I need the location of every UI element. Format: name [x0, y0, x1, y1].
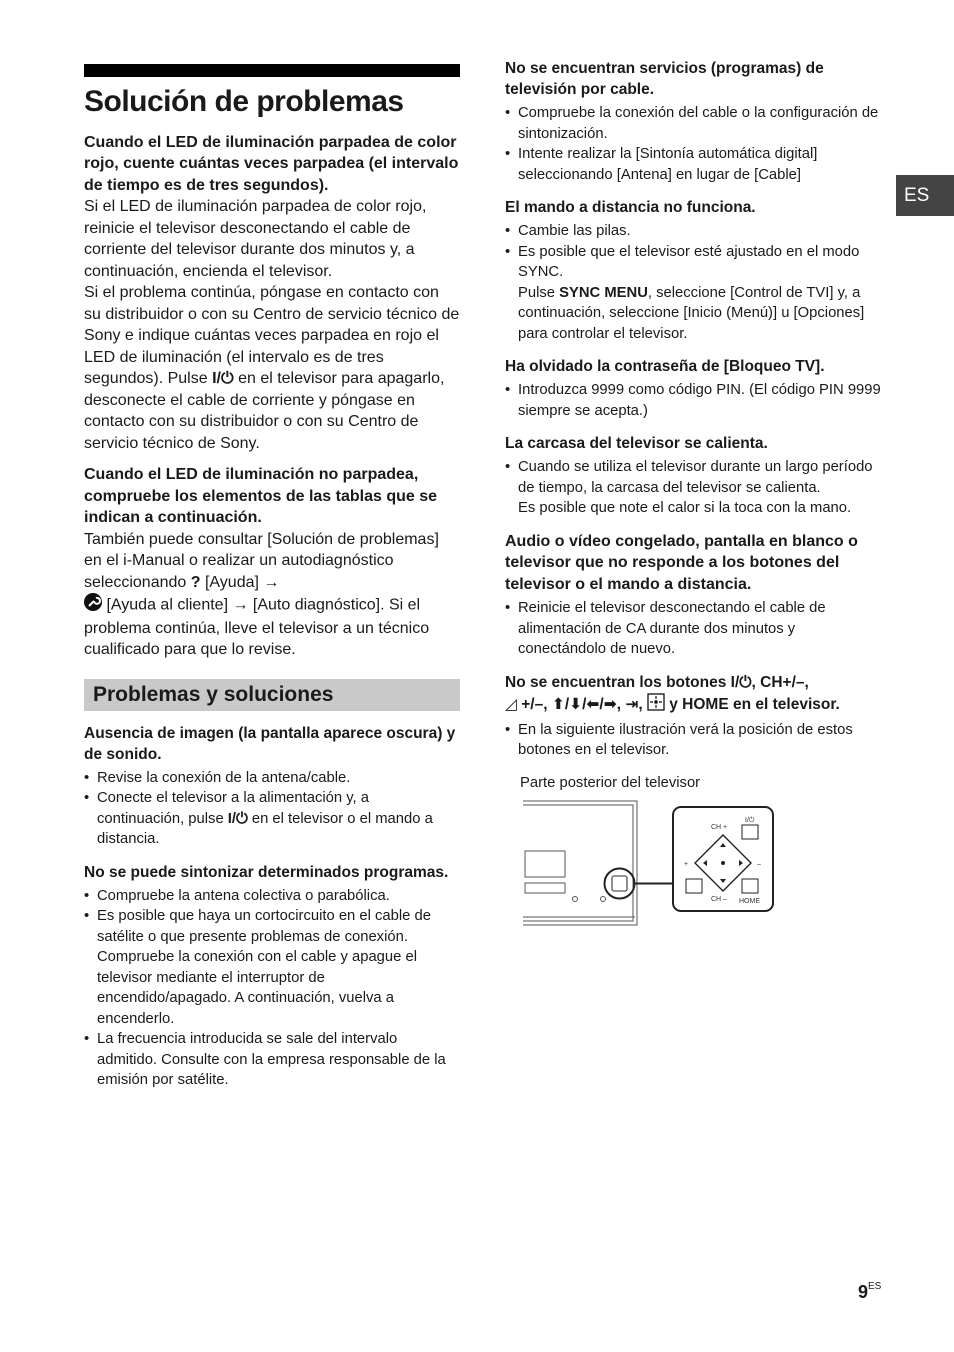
issue-heading: Ausencia de imagen (la pantalla aparece oscura) y de sonido. [84, 724, 456, 763]
issue-list [505, 598, 887, 660]
page-number-value: 9 [858, 1282, 869, 1302]
text: No se encuentran los botones [505, 673, 731, 691]
home-label: HOME [739, 897, 760, 905]
issue-heading: Ha olvidado la contraseña de [Bloqueo TV]. [505, 358, 825, 375]
list-subtext: Es posible que note el calor si la toca con la mano. [518, 500, 852, 516]
input-icon: ⇥ [625, 695, 639, 713]
tv-rear-illustration [505, 799, 775, 929]
text: +/–, [516, 695, 552, 713]
issue-list [84, 768, 460, 850]
list-item: • Revise la conexión de la antena/cable. [84, 768, 460, 789]
issue-frozen [505, 531, 887, 660]
text: Conecte el televisor a la alimentación y, a continuación, pulse [97, 790, 369, 827]
text: Si el problema continúa, póngase en contacto con su distribuidor o con su Centro de servicio técnico de Sony e indique cuántas veces parpadea en rojo el LED de iluminación (el intervalo es de tres segundos). Pulse [84, 284, 460, 387]
list-item: • Compruebe la antena colectiva o parabólica. [84, 886, 460, 907]
list-item: • La frecuencia introducida se sale del intervalo admitido. Consulte con la empresa responsable de la emisión por satélite. [84, 1029, 460, 1091]
ch-plus-label: CH + [711, 823, 728, 831]
issue-heat [505, 433, 887, 519]
power-icon: I/⏻ [212, 370, 234, 387]
list-item: • Compruebe la conexión del cable o la configuración de sintonización. [505, 103, 887, 144]
led-noblink-heading: Cuando el LED de iluminación no parpadea, compruebe los elementos de las tablas que se indican a continuación. [84, 466, 438, 526]
issue-cable-services [505, 58, 887, 185]
sync-menu-label: SYNC MENU [559, 284, 648, 301]
left-column [84, 64, 460, 1103]
list-item: • Introduzca 9999 como código PIN. (El código PIN 9999 siempre se acepta.) [505, 380, 887, 421]
figure-caption: Parte posterior del televisor [520, 774, 701, 791]
power-icon: I/⏻ [730, 673, 752, 691]
issue-list [505, 720, 887, 761]
issue-heading: No se encuentran servicios (programas) de televisión por cable. [505, 60, 824, 98]
list-item: • Intente realizar la [Sintonía automática digital] seleccionando [Antena] en lugar de [Cable] [505, 144, 887, 185]
issue-list [84, 886, 460, 1091]
power-label: I/⏻ [745, 816, 755, 824]
right-column [505, 58, 887, 929]
language-tab: ES [896, 175, 954, 216]
issue-remote [505, 197, 887, 344]
text: Pulse [518, 284, 560, 301]
text: , [616, 695, 622, 713]
led-blink-heading: Cuando el LED de iluminación parpadea de color rojo, cuente cuántas veces parpadea (el intervalo de tiempo es de tres segundos). [84, 133, 459, 194]
list-item [84, 788, 460, 850]
text: y HOME en el televisor. [664, 695, 840, 713]
text: en el televisor o el mando a distancia. [97, 810, 433, 847]
list-item: • En la siguiente ilustración verá la posición de estos botones en el televisor. [505, 720, 887, 761]
text: , seleccione [Control de TVI] y, a continuación, seleccione [Inicio (Menú)] u [Opciones] para controlar el televisor. [518, 284, 865, 342]
list-item: • Cambie las pilas. [505, 221, 887, 242]
issue-password [505, 356, 887, 421]
ch-minus-label: CH – [711, 895, 727, 903]
section-band-title: Problemas y soluciones [84, 679, 460, 711]
title-rule [84, 64, 460, 77]
text: en el televisor para apagarlo, desconecte el cable de corriente y póngase en contacto con su distribuidor o con su Centro de servicio técnico de Sony. [84, 370, 445, 452]
issue-heading [505, 672, 887, 717]
list-item: • Es posible que el televisor esté ajustado en el modo SYNC. [505, 242, 887, 283]
help-icon: ? [190, 573, 201, 591]
text: [Ayuda] [200, 573, 264, 591]
issue-buttons [505, 672, 887, 761]
issue-heading: Audio o vídeo congelado, pantalla en blanco o televisor que no responde a los botones del televisor o el mando a distancia. [505, 532, 858, 593]
text: También puede consultar [Solución de problemas] en el i-Manual o realizar un autodiagnóstico seleccionando [84, 530, 439, 591]
issue-heading: No se puede sintonizar determinados programas. [84, 863, 449, 881]
led-noblink-paragraph [84, 529, 460, 661]
issue-list [505, 457, 887, 498]
vol-minus-label: – [757, 860, 761, 868]
list-item: • Es posible que haya un cortocircuito en el cable de satélite o que presente problemas de conexión. Compruebe la conexión con el cable y apague el televisor mediante el interruptor de encendido/apagado. A continuación, vuelva a encenderlo. [84, 906, 460, 1029]
issue-heading: La carcasa del televisor se calienta. [505, 435, 768, 452]
led-blink-paragraph-1: Si el LED de iluminación parpadea de color rojo, reinicie el televisor desconectando el cable de corriente del televisor durante dos minutos y, a continuación, encienda el televisor. [84, 198, 427, 280]
list-item: • Reinicie el televisor desconectando el cable de alimentación de CA durante dos minutos y conectándolo de nuevo. [505, 598, 887, 660]
list-item: • Cuando se utiliza el televisor durante un largo período de tiempo, la carcasa del televisor se calienta. [505, 457, 887, 498]
wrench-icon [84, 593, 102, 618]
text: [Auto diagnóstico]. Si el problema continúa, lleve el televisor a un técnico cualificado para que lo revise. [84, 596, 430, 658]
issue-list [505, 380, 887, 421]
arrow-right-icon: → [263, 573, 280, 591]
issue-list [505, 221, 887, 283]
vol-plus-label: + [684, 860, 689, 868]
tv-rear-drawing [505, 799, 775, 929]
page-number-suffix: ES [868, 1281, 882, 1292]
issue-list [505, 103, 887, 185]
volume-icon: ◿ [505, 695, 517, 713]
issue-cannot-tune [84, 862, 460, 1091]
issue-no-picture [84, 723, 460, 850]
arrow-right-icon: → [232, 596, 249, 614]
page-number [858, 1282, 881, 1303]
text: [Ayuda al cliente] [102, 596, 233, 614]
led-blink-paragraph-2 [84, 282, 460, 454]
list-subtext [505, 283, 887, 345]
text: , [638, 695, 643, 713]
power-icon: I/⏻ [227, 810, 248, 827]
enter-icon [647, 693, 665, 717]
issue-heading: El mando a distancia no funciona. [505, 199, 756, 216]
page-title: Solución de problemas [84, 85, 404, 118]
arrow-keys-icon: ⬆/⬇/⬅/➡ [551, 695, 617, 713]
text: , CH+/–, [751, 673, 809, 691]
